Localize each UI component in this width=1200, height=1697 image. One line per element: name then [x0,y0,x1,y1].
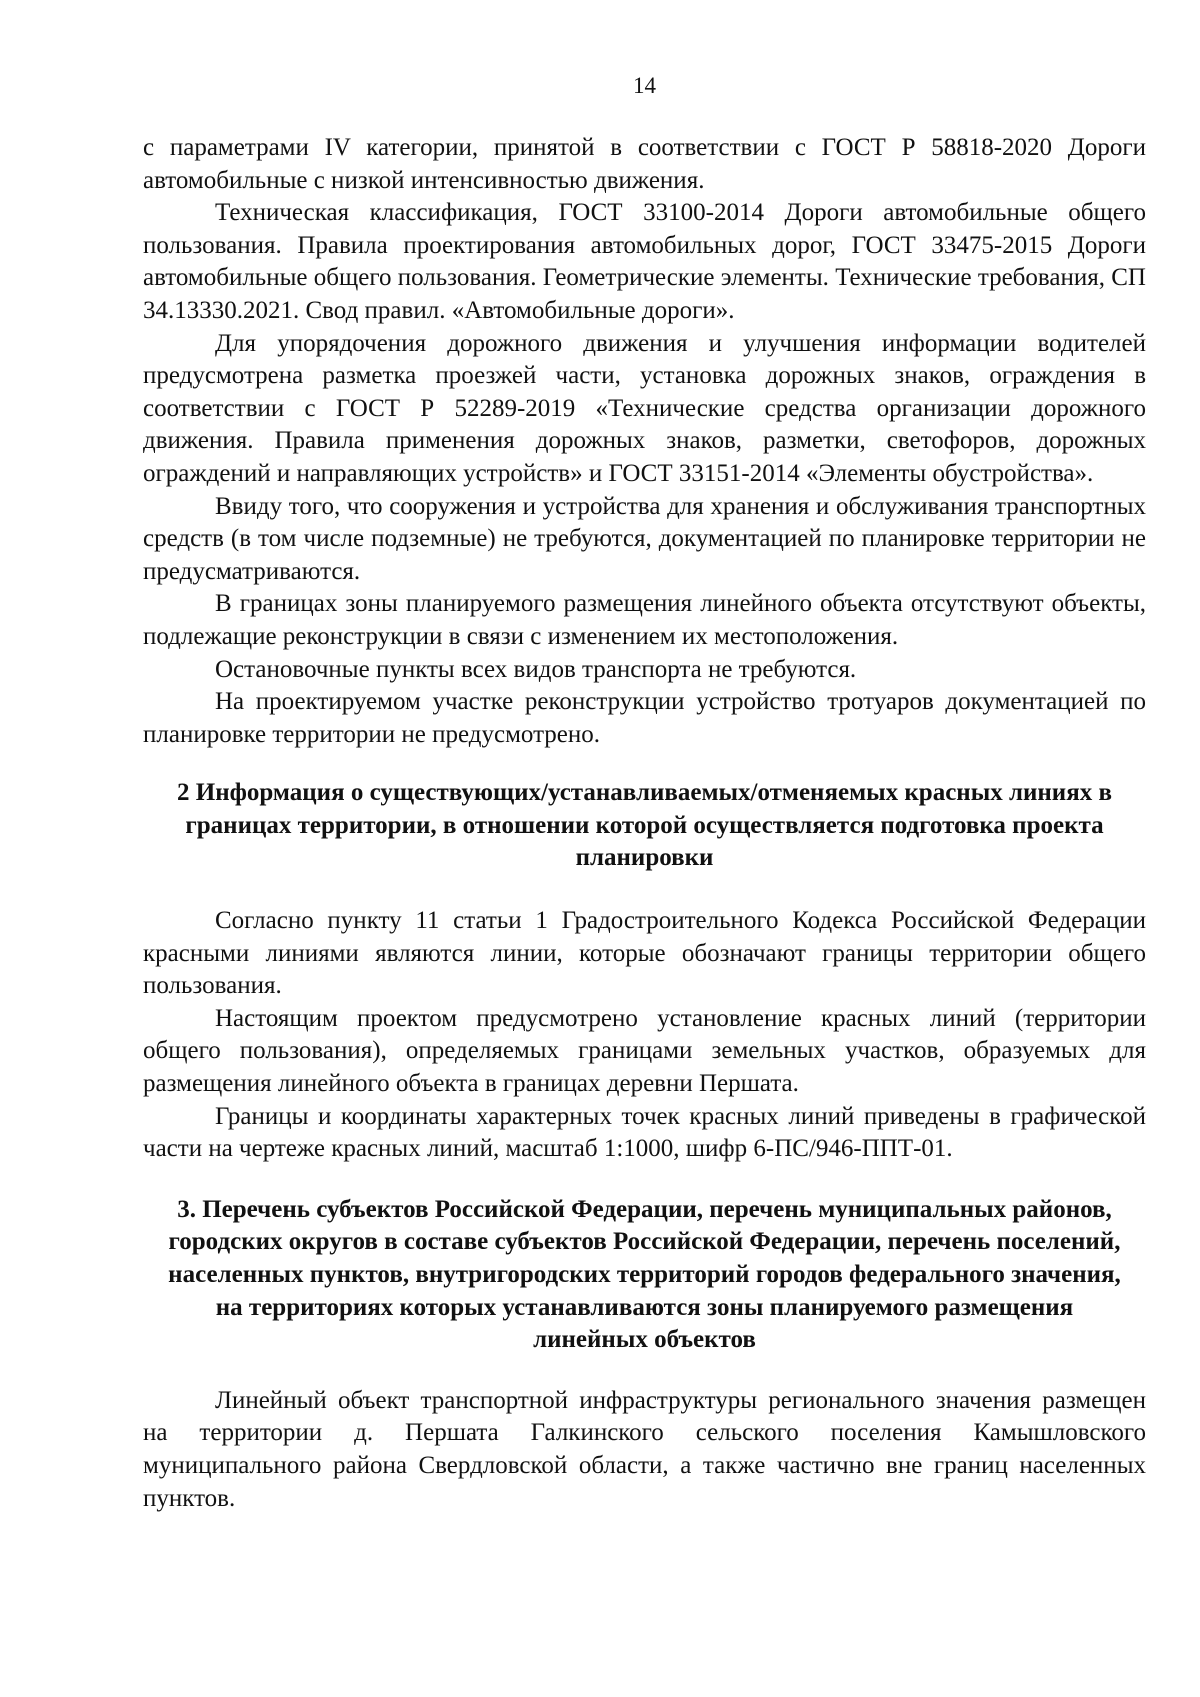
paragraph: Остановочные пункты всех видов транспорта не требуются. [215,655,857,683]
paragraph: В границах зоны планируемого размещения линейного объекта отсутствуют объекты, подлежащие реконструкции в связи с изменением их местоположения. [143,590,1146,650]
paragraph: Ввиду того, что сооружения и устройства для хранения и обслуживания транспортных средств (в том числе подземные) не требуются, документацией по планировке территории не предусматриваются. [143,492,1146,585]
paragraph: Согласно пункту 11 статьи 1 Градостроительного Кодекса Российской Федерации красными линиями являются линии, которые обозначают границы территории общего пользования. [143,907,1146,1000]
paragraph: На проектируемом участке реконструкции устройство тротуаров документацией по планировке территории не предусмотрено. [143,688,1146,748]
paragraph: Границы и координаты характерных точек красных линий приведены в графической части на чертеже красных линий, масштаб 1:1000, шифр 6-ПС/946-ППТ-01. [143,1102,1146,1163]
paragraph: Настоящим проектом предусмотрено установление красных линий (территории общего пользования), определяемых границами земельных участков, образуемых для размещения линейного объекта в границах деревни Першата. [143,1004,1146,1098]
section-heading-2: 2 Информация о существующих/устанавливаемых/отменяемых красных линиях в границах территории, в отношении которой осуществляется подготовка проекта планировки [177,779,1112,872]
page-number: 14 [633,73,656,98]
section-heading-3: 3. Перечень субъектов Российской Федерации, перечень муниципальных районов, городских округов в составе субъектов Российской Федерации, перечень поселений, населенных пунктов, внутригородских территорий городов федерального значения, на территориях которых устанавливаются зоны планируемого размещения линейных объектов [168,1195,1121,1354]
paragraph: Линейный объект транспортной инфраструктуры регионального значения размещен на территории д. Першата Галкинского сельского поселения Камышловского муниципального района Свердловской области, а также частично вне границ населенных пунктов. [143,1386,1146,1512]
paragraph: с параметрами IV категории, принятой в соответствии с ГОСТ Р 58818-2020 Дороги автомобильные с низкой интенсивностью движения. [143,134,1146,194]
paragraph: Техническая классификация, ГОСТ 33100-2014 Дороги автомобильные общего пользования. Правила проектирования автомобильных дорог, ГОСТ 33475-2015 Дороги автомобильные общего пользования. Геометрические элементы. Технические требования, СП 34.13330.2021. Свод правил. «Автомобильные дороги». [143,199,1146,324]
document-page [143,70,1146,1515]
paragraph: Для упорядочения дорожного движения и улучшения информации водителей предусмотрена разметка проезжей части, установка дорожных знаков, ограждения в соответствии с ГОСТ Р 52289-2019 «Технические средства организации дорожного движения. Правила применения дорожных знаков, разметки, светофоров, дорожных ограждений и направляющих устройств» и ГОСТ 33151-2014 «Элементы обустройства». [143,329,1146,487]
